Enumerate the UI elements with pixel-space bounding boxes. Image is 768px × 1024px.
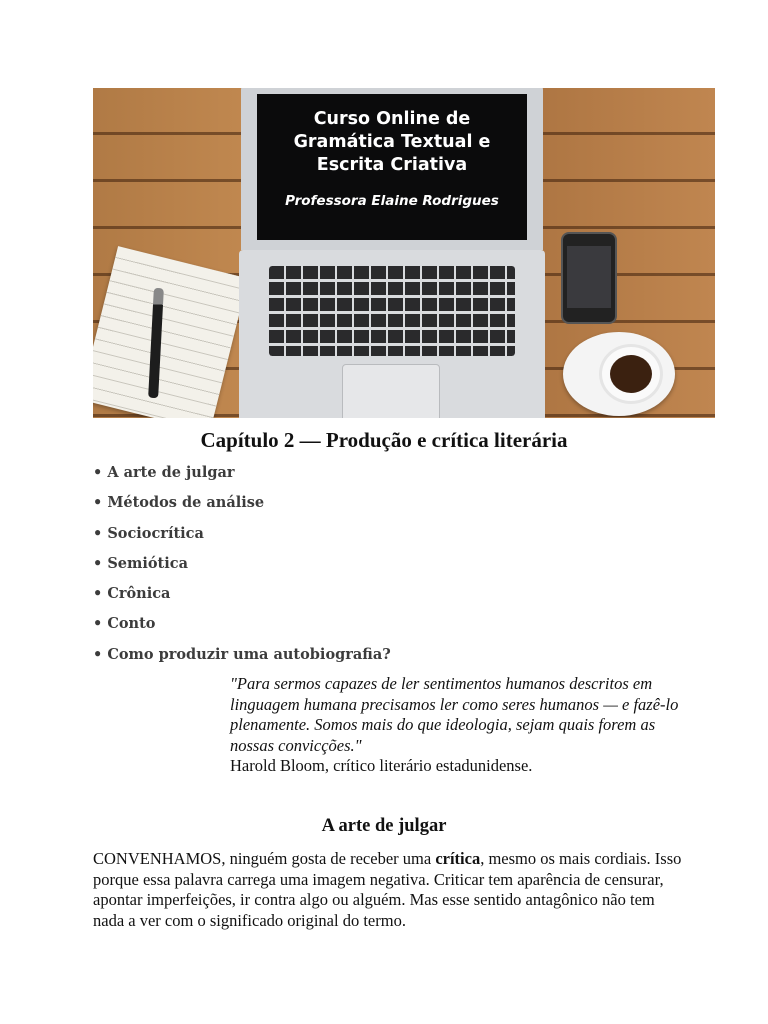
banner-title-line: Escrita Criativa [316,155,468,175]
paragraph-bold-term: crítica [435,849,481,868]
banner-title-line: Curso Online de [313,109,471,129]
epigraph-quote [230,674,690,777]
laptop-screen [257,94,527,240]
laptop-lid [241,88,543,250]
chapter-title [0,428,768,453]
chapter-title-text: Capítulo 2 — Produção e crítica literária [200,428,568,452]
topic-item: • Métodos de análise [93,492,391,522]
topic-item: • Conto [93,613,391,643]
topic-item: • A arte de julgar [93,462,391,492]
topic-item: • Crônica [93,583,391,613]
topic-item: • Como produzir uma autobiografia? [93,644,391,674]
notebook-illustration [93,246,248,418]
course-banner-image [93,88,715,418]
banner-subtitle: Professora Elaine Rodrigues [285,193,499,209]
topic-item: • Semiótica [93,553,391,583]
trackpad-illustration [342,364,440,418]
quote-author: Harold Bloom, crítico literário estadunidense. [230,756,533,775]
quote-text: "Para sermos capazes de ler sentimentos humanos descritos em linguagem humana precisamos ler como seres humanos — e fazê-lo plenamente. Somos mais do que ideologia, sejam quais forem as nossas convicções." [230,674,679,755]
coffee-cup-illustration [599,344,663,404]
paragraph-text-start: CONVENHAMOS, ninguém gosta de receber uma [93,849,436,868]
section-title: A arte de julgar [321,816,447,836]
phone-illustration [561,232,617,324]
body-paragraph [93,849,683,931]
paragraph-text-end: , mesmo os mais cordiais. Isso porque essa palavra carrega uma imagem negativa. Criticar tem aparência de censurar, apontar imperfeições, ir contra algo ou alguém. Mas esse sentido antagônico não tem nada a ver com o significado original do termo. [93,849,682,930]
laptop-base [239,250,545,418]
chapter-topic-list [93,462,391,674]
banner-title-line: Gramática Textual e [293,132,491,152]
topic-item: • Sociocrítica [93,523,391,553]
keyboard-illustration [269,266,515,356]
banner-title [257,108,527,177]
